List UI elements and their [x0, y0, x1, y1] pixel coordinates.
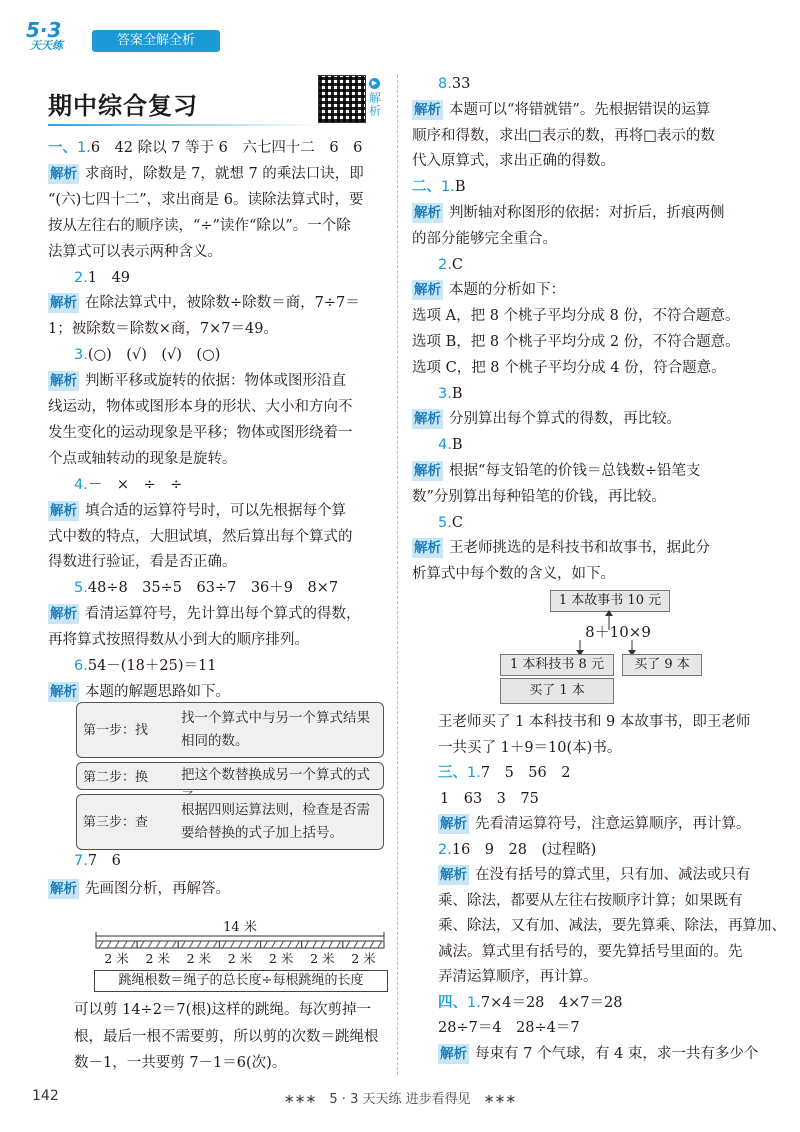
question-number: 5.: [74, 580, 88, 597]
line-text: 7 5 56 2: [480, 765, 571, 781]
answer-line: [438, 74, 470, 94]
line-text: 28÷7＝4 28÷4＝7: [438, 1020, 580, 1036]
step-label: 第二步：换: [83, 770, 149, 785]
line-text: 求商时，除数是 7，就想 7 的乘法口诀，即: [85, 165, 364, 182]
text-line: [438, 1018, 580, 1038]
page-number: 142: [32, 1088, 59, 1104]
question-number: 3.: [74, 347, 88, 364]
line-text: 数－1，一共要剪 7－1＝6(次)。: [74, 1055, 287, 1071]
question-number: 4.: [74, 476, 88, 493]
analysis-tag: 解析: [414, 411, 441, 428]
text-line: [48, 397, 353, 417]
line-text: B: [451, 437, 463, 454]
question-number: 7.: [74, 853, 88, 869]
question-number: 8.: [438, 76, 452, 92]
line-text: 乘、除法，都要从左往右按顺序计算；如果既有: [438, 892, 743, 909]
rope-segment-label: 2 米: [227, 951, 253, 966]
analysis-line: [412, 409, 681, 429]
answer-line: [74, 345, 220, 365]
title-underline: [48, 124, 318, 126]
text-line: [48, 216, 351, 236]
diagram-bought-one: 买了 1 本: [500, 678, 614, 704]
section-number: 四、: [438, 994, 467, 1011]
line-text: 可以剪 14÷2＝7(根)这样的跳绳。每次剪掉一: [74, 1002, 371, 1018]
answer-line: [74, 475, 182, 495]
line-text: 在没有括号的算式里，只有加、减法或只有: [475, 867, 751, 883]
analysis-line: [438, 865, 751, 885]
text-line: [412, 487, 666, 507]
step-box: [76, 794, 384, 850]
line-text: 7 6: [87, 853, 121, 869]
header-tag: 答案全解全析: [92, 30, 220, 52]
line-text: 线运动，物体或图形本身的形状、大小和方向不: [48, 399, 353, 415]
rope-segment-label: 2 米: [104, 951, 129, 966]
analysis-tag: 解析: [50, 373, 77, 390]
line-text: 顺序和得数，求出□表示的数，再将□表示的数: [412, 127, 715, 144]
analysis-tag: 解析: [440, 867, 467, 883]
analysis-line: [48, 164, 364, 184]
line-text: － × ÷ ÷: [87, 476, 183, 493]
analysis-tag: 解析: [440, 1045, 467, 1062]
question-number: 6.: [74, 658, 88, 674]
question-number: 4.: [438, 437, 452, 454]
step-text: 把这个数替换成另一个算式的式: [181, 767, 370, 783]
line-text: 弄清运算顺序，再计算。: [438, 969, 598, 985]
line-text: 7×4＝28 4×7＝28: [480, 994, 623, 1011]
section-number: 一、: [48, 140, 77, 156]
text-line: [438, 891, 743, 911]
question-number: 1.: [441, 179, 455, 196]
line-text: 6 42 除以 7 等于 6 六七四十二 6 6: [90, 140, 363, 156]
answer-line: [438, 384, 463, 404]
line-text: 发生变化的运动现象是平移；物体或图形绕着一: [48, 424, 353, 441]
step-text: 根据四则运算法则，检查是否需要给替换的式子加上括号。: [181, 802, 370, 841]
question-number: 2.: [438, 841, 452, 858]
rope-diagram: [94, 920, 386, 968]
line-text: 54－(18＋25)＝11: [87, 658, 217, 674]
analysis-line: [412, 100, 710, 120]
text-line: [74, 1053, 286, 1073]
text-line: [48, 242, 222, 262]
answer-line: [74, 268, 130, 288]
analysis-tag: 解析: [440, 816, 467, 832]
analysis-tag: 解析: [50, 295, 77, 312]
text-line: [48, 527, 353, 547]
analysis-line: [438, 1044, 758, 1064]
line-text: 按从左往右的顺序读，“÷”读作“除以”。一个除: [48, 217, 351, 234]
line-text: 在除法算式中，被除数÷除数＝商，7÷7＝: [85, 295, 360, 312]
analysis-line: [412, 280, 565, 300]
text-line: [438, 712, 750, 732]
text-line: [412, 126, 715, 146]
analysis-tag: 解析: [414, 282, 441, 299]
line-text: 看清运算符号，先计算出每个算式的得数，: [85, 606, 361, 623]
answer-line: [438, 513, 463, 533]
text-line: [412, 151, 615, 171]
analysis-tag: 解析: [50, 881, 77, 897]
line-text: 数”分别算出每种铅笔的价钱，再比较。: [412, 488, 666, 505]
rope-formula: 跳绳根数＝绳子的总长度÷每根跳绳的长度: [94, 970, 388, 992]
answer-line: [74, 656, 216, 676]
answer-line: [438, 840, 596, 860]
question-number: 5.: [438, 514, 452, 531]
line-text: 根，最后一根不需要剪，所以剪的次数＝跳绳根: [74, 1028, 379, 1045]
text-line: [438, 738, 621, 758]
line-text: 选项 B，把 8 个桃子平均分成 2 份，不符合题意。: [412, 334, 740, 350]
line-text: 减法。算式里有括号的，要先算括号里面的。先: [438, 943, 743, 960]
analysis-line: [48, 501, 346, 521]
line-text: 分别算出每个算式的得数，再比较。: [449, 411, 681, 428]
answer-line: [74, 851, 121, 871]
line-text: 先画图分析，再解答。: [85, 881, 230, 897]
rope-segment-label: 2 米: [351, 951, 376, 966]
qr-code-icon: [318, 75, 366, 123]
question-number: 1.: [467, 765, 481, 781]
footer-slogan: ∗∗∗ 5 · 3 天天练 进步看得见 ∗∗∗: [283, 1092, 517, 1107]
text-line: [48, 190, 363, 210]
line-text: 王老师挑选的是科技书和故事书，据此分: [449, 540, 710, 557]
line-text: 1 49: [87, 269, 131, 286]
step-box: [76, 702, 384, 758]
column-divider: [397, 75, 398, 1075]
line-text: 33: [451, 76, 471, 92]
step-box: [76, 762, 384, 790]
analysis-line: [48, 879, 230, 899]
step-label: 第三步：查: [83, 815, 149, 830]
analysis-line: [412, 538, 710, 558]
question-number: 2.: [74, 269, 88, 286]
analysis-line: [412, 203, 725, 223]
line-text: B: [451, 385, 463, 402]
line-text: 式中数的特点，大胆试填，然后算出每个算式的: [48, 528, 353, 545]
line-text: 本题的解题思路如下。: [85, 683, 230, 700]
line-text: 得数进行验证，看是否正确。: [48, 554, 237, 571]
analysis-tag: 解析: [414, 205, 441, 221]
text-line: [74, 1000, 371, 1020]
page-title: 期中综合复习: [48, 92, 198, 120]
analysis-line: [48, 682, 230, 702]
line-text: 1 63 3 75: [440, 790, 539, 807]
text-line: [438, 916, 786, 936]
text-line: [48, 423, 353, 443]
line-text: 本题可以“将错就错”。先根据错误的运算: [449, 101, 711, 118]
text-line: [438, 942, 743, 962]
line-text: B: [454, 179, 466, 196]
line-text: 选项 A，把 8 个桃子平均分成 8 份，不符合题意。: [412, 308, 740, 325]
rope-total: 14 米: [223, 920, 257, 935]
line-text: C: [451, 256, 463, 273]
brand-logo: [22, 18, 102, 52]
diagram-expression: 8＋10×9: [585, 623, 651, 641]
question-number: 2.: [438, 256, 452, 273]
answer-line: [412, 177, 466, 197]
line-text: 填合适的运算符号时，可以先根据每个算: [85, 502, 346, 519]
line-text: 个点或轴转动的现象是旋转。: [48, 450, 237, 467]
line-text: 析算式中每个数的含义，如下。: [412, 566, 615, 583]
analysis-line: [412, 461, 701, 481]
analysis-tag: 解析: [50, 683, 77, 700]
rope-segment-label: 2 米: [310, 951, 335, 966]
line-text: 法算式可以表示两种含义。: [48, 243, 222, 260]
analysis-tag: 解析: [50, 502, 77, 519]
text-line: [438, 967, 598, 987]
line-text: C: [451, 514, 463, 531]
section-number: 二、: [412, 179, 441, 196]
line-text: “(六)七四十二”，求出商是 6。读除法算式时，要: [48, 191, 364, 208]
line-text: (○) (√) (√) (○): [87, 347, 221, 364]
text-line: [48, 449, 237, 469]
text-line: [412, 229, 557, 249]
text-line: [412, 564, 615, 584]
analysis-tag: 解析: [50, 606, 77, 623]
text-line: [48, 552, 237, 572]
section-number: 三、: [438, 765, 467, 781]
answer-line: [438, 255, 463, 275]
analysis-tag: 解析: [414, 540, 441, 557]
analysis-line: [48, 371, 346, 391]
analysis-line: [438, 814, 751, 834]
line-text: 本题的分析如下：: [449, 282, 565, 299]
step-label: 第一步：找: [83, 723, 149, 738]
answer-line: [74, 578, 338, 598]
diagram-bought-nine: 买了 9 本: [622, 654, 702, 676]
line-text: 一共买了 1＋9＝10(本)书。: [438, 739, 622, 756]
analysis-line: [48, 604, 361, 624]
diagram-science-book: 1 本科技书 8 元: [500, 654, 614, 676]
line-text: 判断平移或旋转的依据：物体或图形沿直: [85, 373, 346, 390]
play-icon: ▶: [369, 78, 380, 89]
analysis-tag: 解析: [50, 165, 77, 182]
question-number: 3.: [438, 385, 452, 402]
rope-segment-label: 2 米: [268, 951, 294, 966]
answer-line: [438, 435, 463, 455]
answer-line: [438, 993, 622, 1013]
text-line: [48, 630, 309, 650]
rope-segment-label: 2 米: [145, 951, 170, 966]
line-text: 再将算式按照得数从小到大的顺序排列。: [48, 632, 309, 649]
text-line: [440, 789, 539, 809]
analysis-tag: 解析: [414, 463, 441, 479]
text-line: [412, 306, 739, 326]
line-text: 选项 C，把 8 个桃子平均分成 4 份，符合题意。: [412, 359, 726, 376]
text-line: [412, 332, 740, 352]
line-text: 代入原算式，求出正确的得数。: [412, 153, 615, 170]
line-text: 乘、除法，又有加、减法，要先算乘、除法，再算加、: [438, 918, 786, 934]
line-text: 根据“每支铅笔的价钱＝总钱数÷铅笔支: [449, 463, 701, 479]
step-text: 找一个算式中与另一个算式结果相同的数。: [181, 710, 370, 749]
answer-line: [48, 138, 362, 158]
line-text: 王老师买了 1 本科技书和 9 本故事书，即王老师: [438, 714, 751, 730]
text-line: [412, 358, 726, 378]
question-number: 1.: [467, 994, 481, 1011]
line-text: 1；被除数＝除数×商，7×7＝49。: [48, 321, 278, 338]
analysis-line: [48, 293, 360, 313]
logo-mark: 5·3: [26, 18, 62, 42]
line-text: 判断轴对称图形的依据：对折后，折痕两侧: [449, 205, 725, 221]
question-number: 1.: [77, 140, 91, 156]
line-text: 16 9 28 (过程略): [451, 841, 597, 858]
text-line: [48, 319, 278, 339]
analysis-tag: 解析: [414, 101, 441, 118]
rope-segment-label: 2 米: [186, 951, 212, 966]
answer-line: [438, 763, 570, 783]
qr-label: 解析: [369, 91, 382, 118]
line-text: 每束有 7 个气球，有 4 束，求一共有多少个: [475, 1045, 759, 1062]
line-text: 48÷8 35÷5 63÷7 36＋9 8×7: [87, 580, 339, 597]
line-text: 先看清运算符号，注意运算顺序，再计算。: [475, 816, 751, 832]
diagram-story-book: 1 本故事书 10 元: [550, 590, 670, 612]
text-line: [74, 1027, 379, 1047]
logo-sub: 天天练: [30, 39, 63, 52]
line-text: 的部分能够完全重合。: [412, 230, 557, 247]
